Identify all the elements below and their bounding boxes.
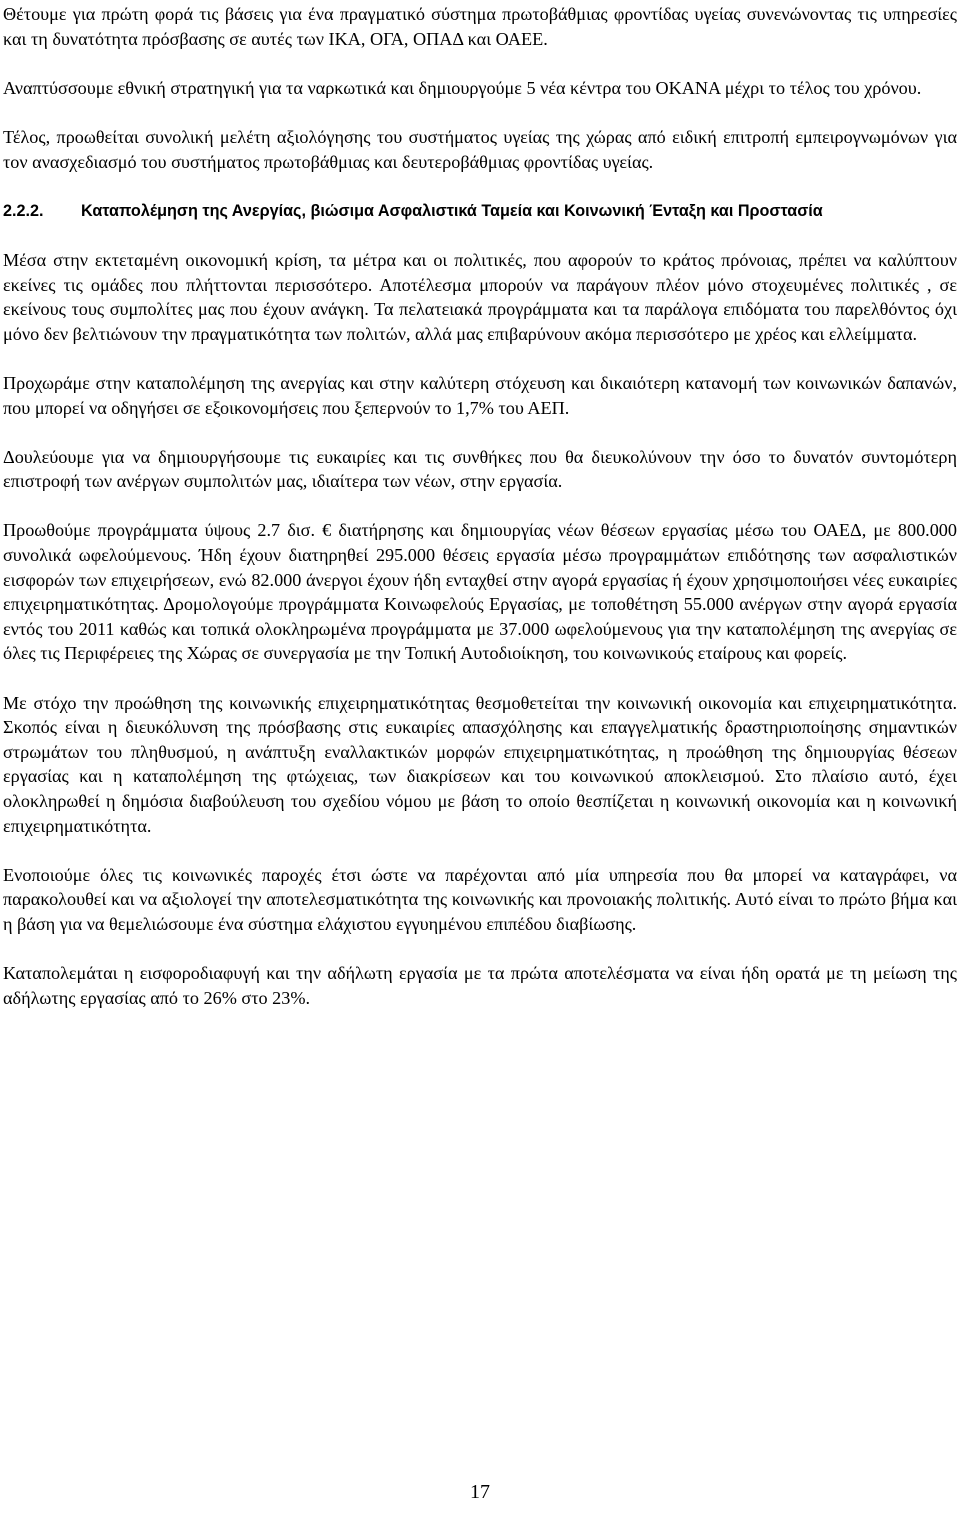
paragraph-economic-crisis: Μέσα στην εκτεταμένη οικονομική κρίση, τα μέτρα και οι πολιτικές, που αφορούν το κράτος πρόνοιας, πρέπει να καλύπτουν εκείνες τις ομάδες που πλήττονται περισσότερο. Αποτέλεσμα μπορούν να παράγουν πλέον μόνο στοχευμένες πολιτικές , σε εκείνους τους συμπολίτες μας που έχουν ανάγκη. Τα πελατειακά προγράμματα και τα παράλογα επιδόματα του παρελθόντος όχι μόνο δεν βελτιώνουν την πραγματικότητα των πολιτών, αλλά μας επιβαρύνουν ακόμα περισσότερο με χρέος και ελλείμματα.: [3, 249, 957, 344]
paragraph-health-evaluation: Τέλος, προωθείται συνολική μελέτη αξιολόγησης του συστήματος υγείας της χώρας από ειδική επιτροπή εμπειρογνωμόνων για τον ανασχεδιασμό του συστήματος πρωτοβάθμιας και δευτεροβάθμιας φροντίδας υγείας.: [3, 126, 957, 172]
section-heading: [3, 199, 957, 224]
paragraph-primary-care: Θέτουμε για πρώτη φορά τις βάσεις για ένα πραγματικό σύστημα πρωτοβάθμιας φροντίδας υγείας συνενώνοντας τις υπηρεσίες και τη δυνατότητα πρόσβασης σε αυτές των ΙΚΑ, ΟΓΑ, ΟΠΑΔ και ΟΑΕΕ.: [3, 4, 957, 49]
page-content: [3, 2, 957, 1010]
paragraph-programs: Προωθούμε προγράμματα ύψους 2.7 δισ. € διατήρησης και δημιουργίας νέων θέσεων εργασίας μέσω του ΟΑΕΔ, με 800.000 συνολικά ωφελούμενους. Ήδη έχουν διατηρηθεί 295.000 θέσεις εργασία μέσω προγραμμάτων επιδότησης των ασφαλιστικών εισφορών των επιχειρήσεων, ενώ 82.000 άνεργοι έχουν ήδη ενταχθεί στην αγορά εργασίας ή έχουν χρησιμοποιήσει νέες ευκαιρίες επιχειρηματικότητας. Δρομολογούμε προγράμματα Κοινωφελούς Εργασίας, με τοποθέτηση 55.000 ανέργων στην αγορά εργασία εντός του 2011 καθώς και τοπικά ολοκληρωμένα προγράμματα με 37.000 ωφελούμενους για την καταπολέμηση της ανεργίας σε όλες τις Περιφέρειες της Χώρας σε συνεργασία με την Τοπική Αυτοδιοίκηση, του κοινωνικούς εταίρους και φορείς.: [3, 520, 957, 664]
paragraph-unemployment: Προχωράμε στην καταπολέμηση της ανεργίας και στην καλύτερη στόχευση και δικαιότερη κατανομή των κοινωνικών δαπανών, που μπορεί να οδηγήσει σε εξοικονομήσεις που ξεπερνούν το 1,7% του ΑΕΠ.: [3, 372, 957, 418]
paragraph-social-economy: Με στόχο την προώθηση της κοινωνικής επιχειρηματικότητας θεσμοθετείται την κοινωνική οικονομία και επιχειρηματικότητα. Σκοπός είναι η διευκόλυνση της πρόσβασης στις ευκαιρίες απασχόλησης και επαγγελματικής δραστηριοποίησης σημαντικών στρωμάτων του πληθυσμού, η ανάπτυξη εναλλακτικών μορφών επιχειρηματικότητας, η προώθηση της δημιουργίας θέσεων εργασίας και η καταπολέμηση της φτώχειας, των διακρίσεων και του κοινωνικού αποκλεισμού. Στο πλαίσιο αυτό, έχει ολοκληρωθεί η δημόσια διαβούλευση του σχεδίου νόμου με βάση το οποίο θεσπίζεται η κοινωνική οικονομία και η κοινωνική επιχειρηματικότητα.: [3, 692, 957, 836]
paragraph-undeclared-work: Καταπολεμάται η εισφοροδιαφυγή και την αδήλωτη εργασία με τα πρώτα αποτελέσματα να είναι ήδη ορατά με τη μείωση της αδήλωτης εργασίας από το 26% στο 23%.: [3, 963, 957, 1008]
paragraph-social-benefits: Ενοποιούμε όλες τις κοινωνικές παροχές έτσι ώστε να παρέχονται από μία υπηρεσία που θα μπορεί να καταγράφει, να παρακολουθεί και να αξιολογεί την αποτελεσματικότητα της κοινωνικής και προνοιακής πολιτικής. Αυτό είναι το πρώτο βήμα και η βάση για να θεμελιώσουμε ένα σύστημα ελάχιστου εγγυημένου επιπέδου διαβίωσης.: [3, 864, 957, 934]
paragraph-drugs-strategy: Αναπτύσσουμε εθνική στρατηγική για τα ναρκωτικά και δημιουργούμε 5 νέα κέντρα του ΟΚΑΝΑ μέχρι το τέλος του χρόνου.: [3, 77, 922, 98]
page-number: 17: [470, 1481, 490, 1503]
section-title: Καταπολέμηση της Ανεργίας, βιώσιμα Ασφαλιστικά Ταμεία και Κοινωνική Ένταξη και Προστασία: [81, 201, 823, 220]
section-number: 2.2.2.: [3, 201, 44, 220]
paragraph-opportunities: Δουλεύουμε για να δημιουργήσουμε τις ευκαιρίες και τις συνθήκες που θα διευκολύνουν την όσο το δυνατόν συντομότερη επιστροφή των ανέργων συμπολιτών μας, ιδιαίτερα των νέων, στην εργασία.: [3, 446, 957, 492]
